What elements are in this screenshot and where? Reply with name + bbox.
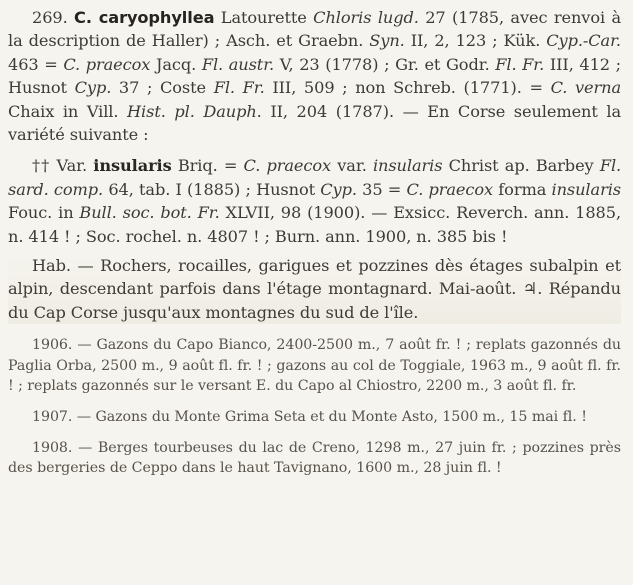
record-year: 1908.: [32, 439, 73, 456]
habitat-block: [8, 254, 621, 324]
record-text: — Gazons du Monte Grima Seta et du Monte Asto, 1500 m., 15 mai fl. !: [76, 409, 587, 426]
variety-entry: †† Var. insularis Briq. = C. praecox var. insularis Christ ap. Barbey Fl. sard. comp. 64, tab. I (1885) ; Husnot Cyp. 35 = C. praecox forma insularis Fouc. in Bull. soc. bot. Fr. XLVII, 98 (1900). — Exsicc. Reverch. ann. 1885, n. 414 ! ; Soc. rochel. n. 4807 ! ; Burn. ann. 1900, n. 385 bis !: [8, 156, 622, 246]
species-number: 269.: [32, 8, 68, 27]
habitat-paragraph: [8, 254, 621, 324]
record-text: — Berges tourbeuses du lac de Creno, 1298 m., 27 juin fr. ; pozzines près des bergeries de Ceppo dans le haut Tavignano, 1600 m., 28 juin fl. !: [8, 439, 621, 477]
record-1906: [8, 335, 621, 397]
double-dagger-marker: ††: [32, 156, 51, 176]
record-text: — Gazons du Capo Bianco, 2400-2500 m., 7 août fr. ! ; replats gazonnés du Paglia Orba, 2500 m., 9 août fl. fr. ! ; gazons au col de Toggiale, 1963 m., 9 août fl. fr. ! ; replats gazonnés sur le versant E. du Capo al Chiostro, 2200 m., 3 août fl. fr.: [8, 337, 621, 395]
species-entry: 269. C. caryophyllea Latourette Chloris lugd. 27 (1785, avec renvoi à la description de Haller) ; Asch. et Graebn. Syn. II, 2, 123 ; Kük. Cyp.-Car. 463 = C. praecox Jacq. Fl. austr. V, 23 (1778) ; Gr. et Godr. Fl. Fr. III, 412 ; Husnot Cyp. 37 ; Coste Fl. Fr. III, 509 ; non Schreb. (1771). = C. verna Chaix in Vill. Hist. pl. Dauph. II, 204 (1787). — En Corse seulement la variété suivante :: [8, 8, 622, 145]
corse-note: — En Corse seulement la variété suivante :: [8, 101, 621, 145]
perennial-symbol: ♃.: [522, 279, 543, 299]
record-year: 1907.: [32, 409, 73, 426]
record-1907: [8, 407, 621, 428]
record-year: 1906.: [32, 337, 73, 354]
species-name: C. caryophyllea: [74, 8, 215, 27]
record-1908: [8, 438, 621, 479]
distribution-text: Répandu du Cap Corse jusqu'aux montagnes du sud de l'île.: [8, 279, 622, 322]
variety-name: insularis: [93, 156, 172, 176]
habitat-text: Hab. — Rochers, rocailles, garigues et pozzines dès étages subalpin et alpin, descendant parfois dans l'étage montagnard. Mai-août.: [8, 256, 621, 299]
